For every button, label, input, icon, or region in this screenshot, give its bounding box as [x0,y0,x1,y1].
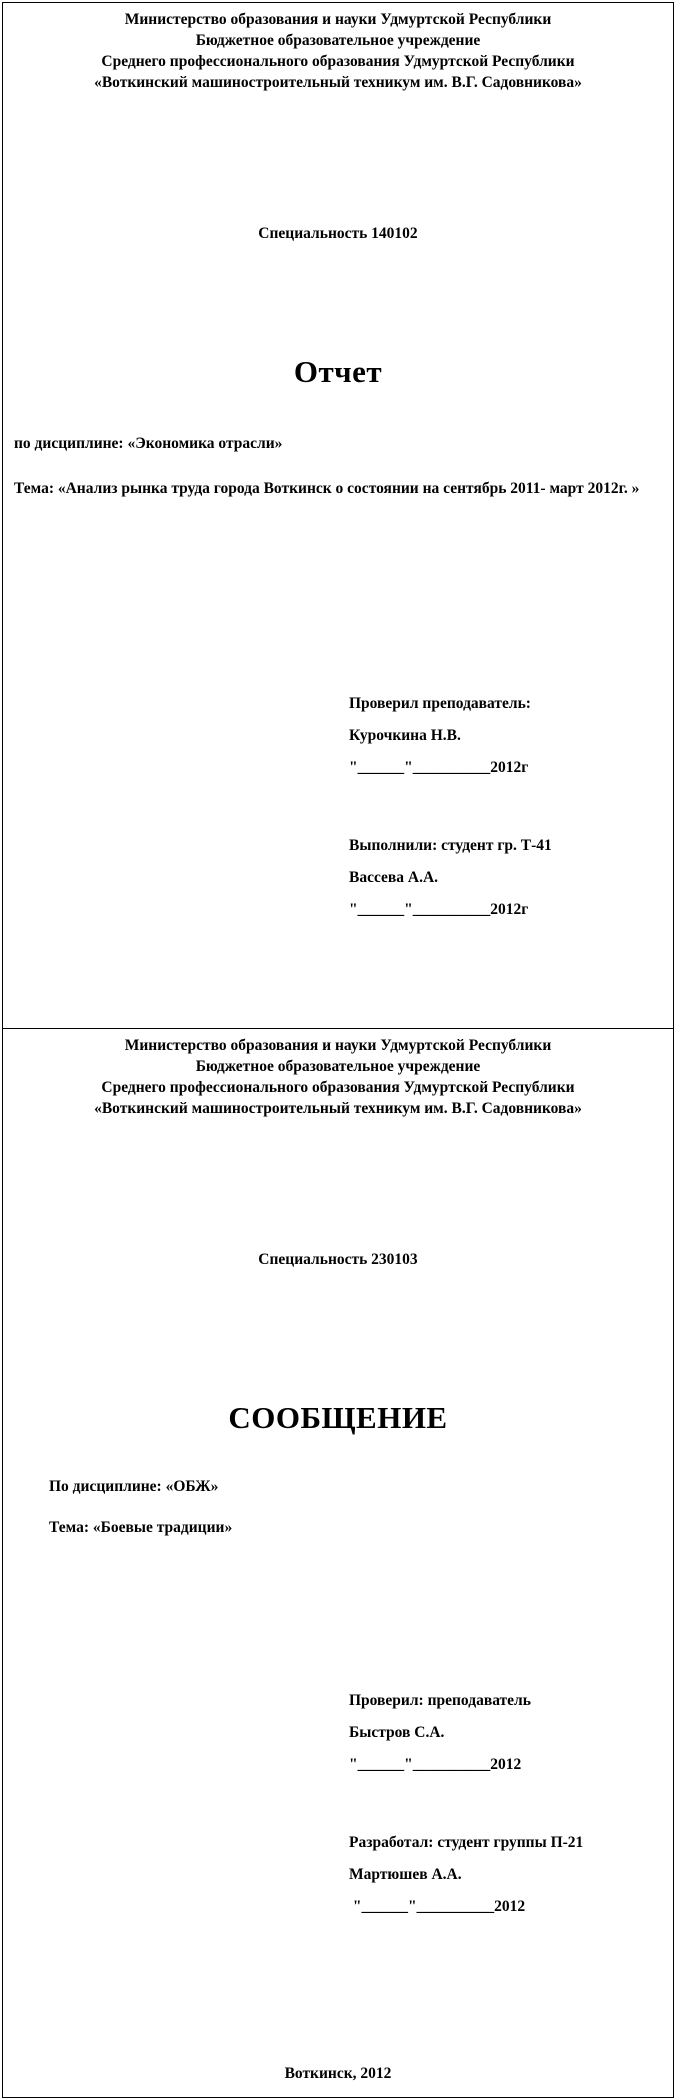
done-by-label: Выполнили: студент гр. Т-41 [349,837,552,854]
document-title: Отчет [293,354,383,389]
discipline: по дисциплине: «Экономика отрасли» [14,435,283,452]
header-line: Бюджетное образовательное учреждение [195,1058,481,1075]
topic: Тема: «Боевые традиции» [49,1519,233,1536]
checked-by-name: Курочкина Н.В. [349,727,461,744]
header-line: Министерство образования и науки Удмуртской Республики [124,1037,552,1054]
discipline: По дисциплине: «ОБЖ» [49,1478,219,1495]
header-line: Министерство образования и науки Удмуртской Республики [124,11,552,28]
checked-by-date: "______"__________2012 [349,1756,522,1773]
checked-by-date: "______"__________2012г [349,759,529,776]
checked-by-block [349,1685,531,1781]
title-page-message [2,1028,674,2098]
done-by-label: Разработал: студент группы П-21 [349,1834,584,1851]
city-year: Воткинск, 2012 [284,2065,392,2082]
done-by-date: "______"__________2012 [349,1898,526,1915]
document-title: СООБЩЕНИЕ [228,1400,448,1435]
checked-by-block [349,688,531,784]
done-by-name: Вассева А.А. [349,869,439,886]
header-line: Среднего профессионального образования Удмуртской Республики [101,1079,575,1096]
header-line: Бюджетное образовательное учреждение [195,32,481,49]
header-line: «Воткинский машиностроительный техникум им. В.Г. Садовникова» [94,74,582,91]
institution-header [3,1035,673,1119]
checked-by-label: Проверил преподаватель: [349,695,531,712]
header-line: «Воткинский машиностроительный техникум им. В.Г. Садовникова» [94,1100,582,1117]
checked-by-name: Быстров С.А. [349,1724,445,1741]
done-by-name: Мартюшев А.А. [349,1866,462,1883]
topic: Тема: «Анализ рынка труда города Воткинск о состоянии на сентябрь 2011- март 2012г. » [14,480,640,497]
done-by-block [349,830,552,926]
header-line: Среднего профессионального образования Удмуртской Республики [101,53,575,70]
checked-by-label: Проверил: преподаватель [349,1692,531,1709]
specialty: Специальность 140102 [258,225,418,242]
done-by-date: "______"__________2012г [349,901,529,918]
title-page-report [2,2,674,1029]
specialty: Специальность 230103 [258,1251,418,1268]
done-by-block [349,1827,583,1923]
institution-header [3,9,673,93]
